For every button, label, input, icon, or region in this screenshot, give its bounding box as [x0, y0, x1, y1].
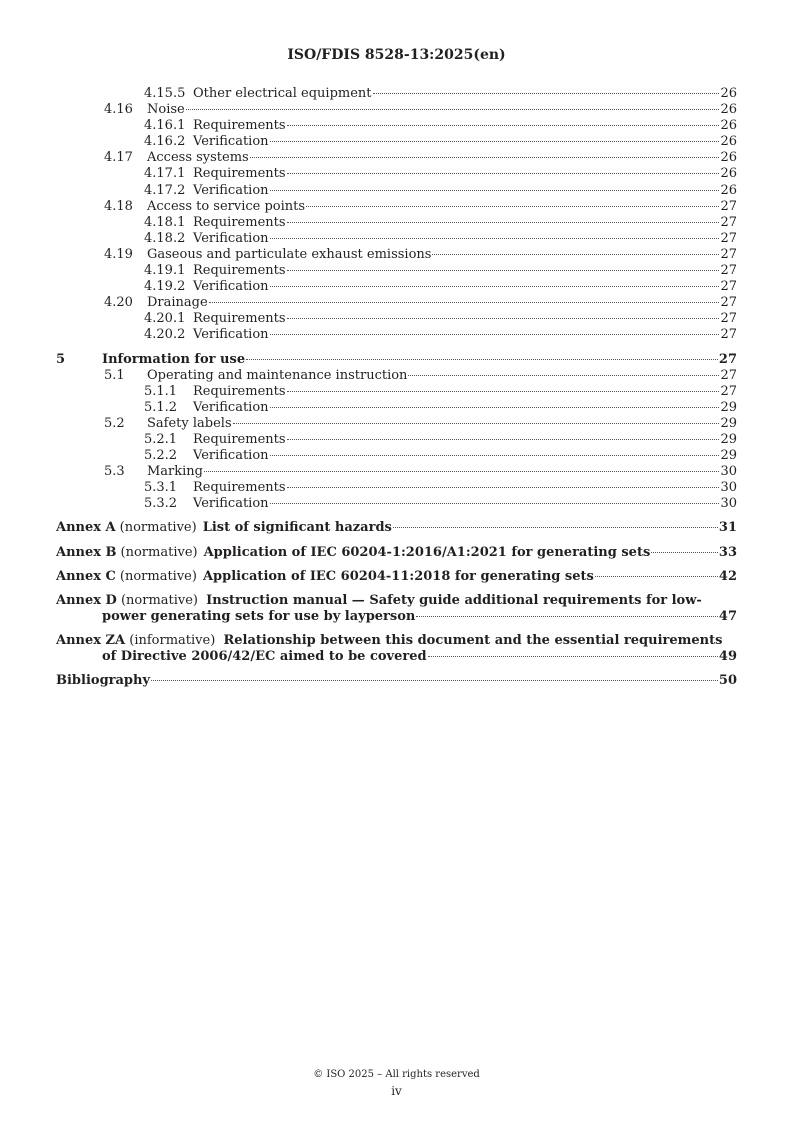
- toc-entry-number: 4.19.2: [144, 279, 186, 295]
- toc-entry-page: 42: [718, 568, 737, 584]
- toc-entry[interactable]: [56, 496, 737, 512]
- copyright-notice: © ISO 2025 – All rights reserved: [313, 1069, 480, 1080]
- dot-leader: [270, 407, 720, 408]
- toc-entry-number: 5.1.1: [144, 383, 178, 399]
- toc-entry-title: Verification: [193, 279, 269, 295]
- annex-label: Annex D: [56, 592, 117, 608]
- dot-leader: [209, 302, 720, 303]
- toc-entry-number: 5.2: [104, 415, 125, 431]
- page-footer: [0, 1067, 793, 1099]
- toc-entry-page: 30: [720, 464, 737, 480]
- toc-entry-page: 27: [718, 351, 737, 367]
- toc-entry-title: Verification: [193, 399, 269, 415]
- toc-entry[interactable]: [56, 86, 737, 102]
- dot-leader: [393, 527, 718, 528]
- toc-entry-title: Requirements: [193, 263, 286, 279]
- toc-entry-page: 27: [720, 311, 737, 327]
- dot-leader: [270, 238, 720, 239]
- toc-entry-number: 5.1.2: [144, 399, 178, 415]
- dot-leader: [287, 391, 720, 392]
- toc-entry-title: Verification: [193, 327, 269, 343]
- dot-leader: [651, 552, 718, 553]
- annex-label: Annex A: [56, 520, 116, 536]
- dot-leader: [287, 270, 720, 271]
- toc-entry-title: Requirements: [193, 118, 286, 134]
- toc-entry-page: 26: [720, 102, 737, 118]
- dot-leader: [408, 375, 719, 376]
- toc-entry[interactable]: [56, 279, 737, 295]
- toc-entry-title: Verification: [193, 134, 269, 150]
- toc-entry-title: Other electrical equipment: [193, 86, 372, 101]
- toc-entries-section-4: [56, 86, 737, 344]
- toc-entry-page: 27: [720, 295, 737, 311]
- dot-leader: [416, 616, 718, 617]
- toc-entry[interactable]: [56, 432, 737, 448]
- document-header: ISO/FDIS 8528-13:2025(en): [287, 47, 506, 63]
- annex-type: (normative): [119, 568, 197, 584]
- toc-entry[interactable]: [56, 464, 737, 480]
- dot-leader: [287, 487, 720, 488]
- toc-entry-page: 26: [720, 182, 737, 198]
- toc-entry[interactable]: [56, 215, 737, 231]
- toc-entry-number: 4.19: [104, 246, 133, 262]
- toc-entry-number: 4.19.1: [144, 263, 186, 279]
- toc-entry-title: Access systems: [147, 150, 249, 166]
- toc-entry-bibliography[interactable]: [56, 673, 737, 689]
- toc-entry-page: 49: [718, 649, 737, 664]
- annex-label: Annex B: [56, 544, 117, 560]
- toc-entry-page: 29: [720, 431, 737, 447]
- toc-entry-number: 5: [56, 351, 66, 367]
- dot-leader: [246, 359, 718, 360]
- toc-entry-number: 5.3: [104, 464, 125, 480]
- toc-entry[interactable]: [56, 400, 737, 416]
- page-number: iv: [391, 1084, 402, 1098]
- toc-entry-title: Safety labels: [147, 415, 232, 431]
- annex-title-line2: of Directive 2006/42/EC aimed to be covered: [102, 649, 427, 664]
- toc-entry-page: 31: [718, 520, 737, 536]
- annex-label: Annex ZA: [56, 632, 126, 648]
- toc-entry-number: 4.18.1: [144, 214, 186, 230]
- toc-entry[interactable]: [56, 134, 737, 150]
- toc-entry-annex-za[interactable]: [56, 633, 737, 665]
- toc-entry-page: 29: [720, 399, 737, 415]
- toc-entry-number: 5.3.1: [144, 480, 178, 496]
- dot-leader: [287, 125, 720, 126]
- dot-leader: [595, 576, 718, 577]
- toc-annexes: [56, 520, 737, 584]
- dot-leader: [204, 471, 719, 472]
- toc-entry-annex[interactable]: [56, 520, 737, 536]
- dot-leader: [270, 141, 720, 142]
- annex-title-line2: power generating sets for use by layperson: [102, 608, 416, 624]
- toc-entry-section-5[interactable]: [56, 352, 737, 368]
- toc-entry-annex-d[interactable]: [56, 593, 737, 625]
- toc-entry-title: Verification: [193, 496, 269, 512]
- dot-leader: [432, 254, 719, 255]
- toc-entry-number: 5.1: [104, 367, 125, 383]
- toc-entry-title: Requirements: [193, 480, 286, 496]
- toc-entry-page: 29: [720, 448, 737, 464]
- toc-entry-number: 4.20: [104, 295, 133, 311]
- dot-leader: [270, 190, 720, 191]
- toc-entry-title: Verification: [193, 230, 269, 246]
- dot-leader: [373, 93, 720, 94]
- toc-entry[interactable]: [56, 263, 737, 279]
- toc-entry[interactable]: [56, 102, 737, 118]
- toc-entry-number: 4.17.2: [144, 182, 186, 198]
- annex-type: (informative): [129, 632, 216, 648]
- dot-leader: [151, 680, 718, 681]
- toc-entry-number: 4.20.2: [144, 327, 186, 343]
- annex-label: Annex C: [56, 568, 116, 584]
- toc-entry[interactable]: [56, 416, 737, 432]
- toc-entry[interactable]: [56, 118, 737, 134]
- toc-entry[interactable]: [56, 448, 737, 464]
- dot-leader: [287, 222, 720, 223]
- toc-entry-page: 27: [720, 367, 737, 383]
- annex-title: Application of IEC 60204-11:2018 for generating sets: [202, 568, 594, 584]
- annex-type: (normative): [119, 520, 197, 536]
- toc-entry-page: 27: [720, 214, 737, 230]
- toc-entry-page: 26: [720, 134, 737, 150]
- toc-entry-number: 4.20.1: [144, 311, 186, 327]
- toc-entry[interactable]: [56, 199, 737, 215]
- toc-entry-number: 4.18.2: [144, 230, 186, 246]
- toc-entry-page: 27: [720, 230, 737, 246]
- toc-entry[interactable]: [56, 166, 737, 182]
- toc-entry[interactable]: [56, 368, 737, 384]
- toc-entry-title: Requirements: [193, 311, 286, 327]
- toc-entry-page: 27: [720, 198, 737, 214]
- toc-entries-section-5: [56, 368, 737, 513]
- toc-entry-number: 4.18: [104, 198, 133, 214]
- annex-title-line1: Relationship between this document and the essential requirements: [223, 632, 723, 648]
- toc-entry-title: Requirements: [193, 431, 286, 447]
- annex-type: (normative): [120, 544, 198, 560]
- annex-title: List of significant hazards: [202, 520, 392, 536]
- toc-entry[interactable]: [56, 231, 737, 247]
- toc-entry-title: Operating and maintenance instruction: [147, 367, 408, 383]
- toc-entry-number: 4.16.1: [144, 118, 186, 134]
- toc-entry-number: 4.17: [104, 150, 133, 166]
- annex-title: Application of IEC 60204-1:2016/A1:2021 for generating sets: [203, 544, 651, 560]
- dot-leader: [428, 656, 718, 657]
- dot-leader: [270, 503, 720, 504]
- toc-entry-page: 47: [718, 608, 737, 624]
- toc-entry-title: Gaseous and particulate exhaust emissions: [147, 246, 432, 262]
- toc-entry-page: 27: [720, 246, 737, 262]
- toc-entry-page: 26: [720, 86, 737, 101]
- toc-entry[interactable]: [56, 480, 737, 496]
- dot-leader: [270, 455, 720, 456]
- toc-entry-title: Verification: [193, 182, 269, 198]
- toc-entry-page: 26: [720, 150, 737, 166]
- toc-entry-title: Drainage: [147, 295, 208, 311]
- toc-entry-number: 5.2.2: [144, 448, 178, 464]
- toc-entry[interactable]: [56, 311, 737, 327]
- toc-entry-page: 30: [720, 480, 737, 496]
- dot-leader: [287, 439, 720, 440]
- toc-entry[interactable]: [56, 183, 737, 199]
- dot-leader: [287, 318, 720, 319]
- toc-entry-page: 27: [720, 383, 737, 399]
- dot-leader: [186, 109, 720, 110]
- toc-entry-page: 50: [718, 673, 737, 689]
- toc-entry-page: 27: [720, 327, 737, 343]
- toc-entry-number: 4.16.2: [144, 134, 186, 150]
- toc-entry-page: 26: [720, 118, 737, 134]
- toc-entry-page: 26: [720, 166, 737, 182]
- toc-entry-number: 5.3.2: [144, 496, 178, 512]
- toc-entry-page: 29: [720, 415, 737, 431]
- toc-entry-page: 30: [720, 496, 737, 512]
- toc-entry-number: 4.17.1: [144, 166, 186, 182]
- toc-entry[interactable]: [56, 384, 737, 400]
- toc-entry[interactable]: [56, 150, 737, 166]
- toc-entry-page: 33: [718, 544, 737, 560]
- table-of-contents: [56, 86, 737, 689]
- toc-entry[interactable]: [56, 327, 737, 343]
- toc-entry-number: 4.15.5: [144, 86, 186, 101]
- toc-entry-title: Requirements: [193, 166, 286, 182]
- toc-entry-annex[interactable]: [56, 569, 737, 585]
- dot-leader: [250, 157, 720, 158]
- toc-entry-title: Verification: [193, 448, 269, 464]
- toc-entry-page: 27: [720, 279, 737, 295]
- dot-leader: [287, 173, 720, 174]
- dot-leader: [270, 334, 720, 335]
- annex-title-line1: Instruction manual — Safety guide additional requirements for low-: [206, 592, 702, 608]
- toc-entry-number: 5.2.1: [144, 431, 178, 447]
- toc-entry-title: Requirements: [193, 383, 286, 399]
- toc-entry[interactable]: [56, 295, 737, 311]
- dot-leader: [306, 206, 719, 207]
- annex-type: (normative): [120, 592, 199, 608]
- dot-leader: [270, 286, 720, 287]
- toc-entry-title: Bibliography: [56, 673, 151, 689]
- toc-entry-title: Requirements: [193, 214, 286, 230]
- toc-entry-title: Marking: [147, 464, 204, 480]
- dot-leader: [233, 423, 720, 424]
- toc-entry-title: Noise: [147, 102, 185, 118]
- toc-entry-number: 4.16: [104, 102, 133, 118]
- toc-entry-page: 27: [720, 263, 737, 279]
- toc-entry-title: Information for use: [102, 351, 246, 367]
- toc-entry[interactable]: [56, 247, 737, 263]
- toc-entry-annex[interactable]: [56, 545, 737, 561]
- toc-entry-title: Access to service points: [147, 198, 306, 214]
